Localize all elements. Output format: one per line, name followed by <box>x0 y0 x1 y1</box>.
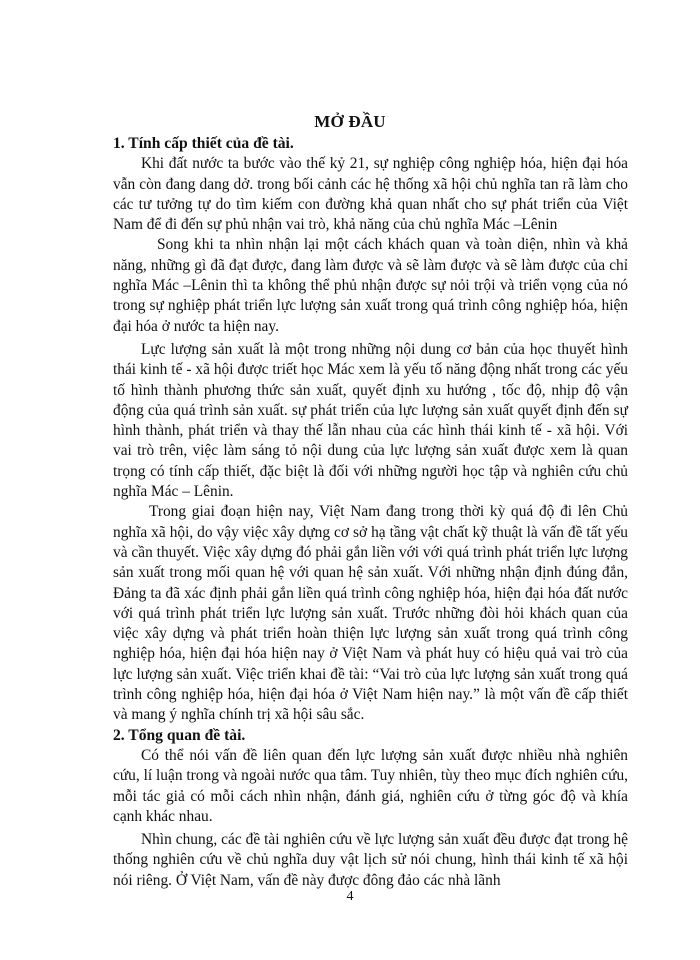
paragraph: Khi đất nước ta bước vào thế kỷ 21, sự nghiệp công nghiệp hóa, hiện đại hóa vẫn còn đang dang dở. trong bối cảnh các hệ thống xã hội chủ nghĩa tan rã làm cho các tư tưởng tự do tìm kiếm con đường khả quan nhất cho sự phát triển của Việt Nam để đi đến sự phủ nhận vai trò, khả năng của chủ nghĩa Mác –Lênin <box>113 155 628 234</box>
section-heading-2: 2. Tổng quan đề tài. <box>113 726 246 744</box>
paragraph: Song khi ta nhìn nhận lại một cách khách quan và toàn diện, nhìn và khả năng, những gì đã đạt được, đang làm được và sẽ làm được và sẽ làm được của chỉ nghĩa Mác –Lênin thì ta không thể phủ nhận được sự nỏi trội và triển vọng của nó trong sự nghiệp phát triển lực lượng sản xuất trong quá trình công nghiệp hóa, hiện đại hóa ở nước ta hiện nay. <box>113 236 628 335</box>
paragraph: Trong giai đoạn hiện nay, Việt Nam đang trong thời kỳ quá độ đi lên Chủ nghĩa xã hội, do vậy việc xây dựng cơ sở hạ tầng vật chất kỹ thuật là vấn đề tất yếu và cần thuyết. Việc xây dựng đó phải gắn liền với với quá trình phát triển lực lượng sản xuất trong mối quan hệ với quan hệ sản xuất. Với những nhận định đúng đắn, Đảng ta đã xác định phải gắn liền quá trình công nghiệp hóa, hiện đại hóa đất nước với quá trình phát triển lực lượng sản xuất. Trước những đòi hỏi khách quan của việc xây dựng và phát triển hoàn thiện lực lượng sản xuất trong quá trình công nghiệp hóa, hiện đại hóa hiện nay ở Việt Nam và phát huy có hiệu quả vai trò của lực lượng sản xuất. Việc triển khai đề tài: “Vai trò của lực lượng sản xuất trong quá trình công nghiệp hóa, hiện đại hóa ở Việt Nam hiện nay.” là một vấn đề cấp thiết và mang ý nghĩa chính trị xã hội sâu sắc. <box>113 503 628 724</box>
section-heading-1: 1. Tính cấp thiết của đề tài. <box>113 135 294 152</box>
paragraph: Có thể nói vấn đề liên quan đến lực lượng sản xuất được nhiều nhà nghiên cứu, lí luận trong và ngoài nước qua tâm. Tuy nhiên, tùy theo mục đích nghiên cứu, mỗi tác giả có mỗi cách nhìn nhận, đánh giá, nghiên cứu ở từng góc độ và khía cạnh khác nhau. <box>113 746 628 825</box>
document-body <box>113 134 628 891</box>
page-number: 4 <box>346 889 354 904</box>
page-title: MỞ ĐẦU <box>314 112 386 131</box>
paragraph: Nhìn chung, các đề tài nghiên cứu về lực lượng sản xuất đều được đạt trong hệ thống nghiên cứu về chủ nghĩa duy vật lịch sử nói chung, hình thái kinh tế xã hội nói riêng. Ở Việt Nam, vấn đề này được đông đảo các nhà lãnh <box>113 831 628 889</box>
paragraph: Lực lượng sản xuất là một trong những nội dung cơ bản của học thuyết hình thái kinh tế - xã hội được triết học Mác xem là yếu tố năng động nhất trong các yếu tố hình thành phương thức sản xuất, quyết định xu hướng , tốc độ, nhịp độ vận động của quá trình sản xuất. sự phát triển của lực lượng sản xuất quyết định đến sự hình thành, phát triển và thay thế lẫn nhau của các hình thái kinh tế - xã hội. Với vai trò trên, việc làm sáng tỏ nội dung của lực lượng sản xuất được xem là quan trọng có tính cấp thiết, đặc biệt là đối với những người học tập và nghiên cứu chủ nghĩa Mác – Lênin. <box>113 340 628 501</box>
